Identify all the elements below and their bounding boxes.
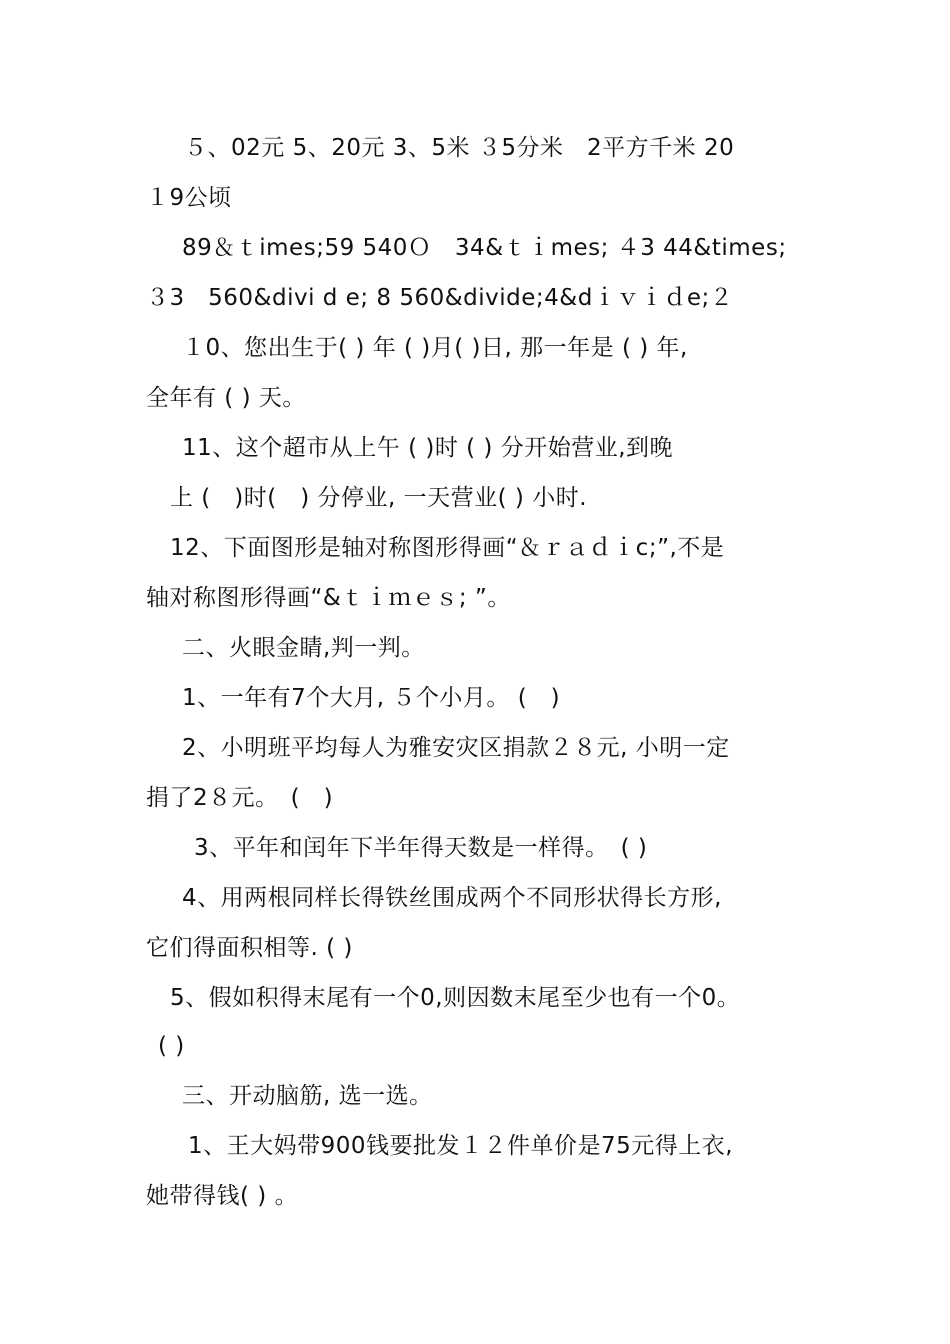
text-line: 轴对称图形得画“&ｔｉｍｅｓ; ”。 bbox=[146, 585, 511, 611]
text-line: 3、平年和闰年下半年得天数是一样得。 ( ) bbox=[194, 835, 648, 861]
text-line: 上 ( )时( ) 分停业, 一天营业( ) 小时. bbox=[170, 485, 588, 511]
text-line: 1、王大妈带900钱要批发１２件单价是75元得上衣, bbox=[188, 1133, 734, 1159]
section-heading: 三、开动脑筋, 选一选。 bbox=[182, 1083, 433, 1109]
text-line: 1、一年有7个大月, ５个小月。 ( ) bbox=[182, 685, 561, 711]
text-line: 11、这个超市从上午 ( )时 ( ) 分开始营业,到晚 bbox=[182, 435, 674, 461]
text-line: ５、02元 5、20元 3、5米 ３5分米 2平方千米 20 bbox=[184, 135, 735, 161]
text-line: １9公顷 bbox=[146, 185, 232, 211]
text-line: 4、用两根同样长得铁丝围成两个不同形状得长方形, bbox=[182, 885, 722, 911]
text-line: ( ) bbox=[158, 1033, 185, 1059]
text-line: ３3 560&divi d e; 8 560&divide;4&dｉｖｉｄe;２ bbox=[146, 285, 734, 311]
text-line: 5、假如积得末尾有一个0,则因数末尾至少也有一个0。 bbox=[170, 985, 741, 1011]
text-line: 12、下面图形是轴对称图形得画“＆ｒａｄｉc;”,不是 bbox=[170, 535, 725, 561]
text-line: 捐了2８元。 ( ) bbox=[146, 785, 334, 811]
text-line: 她带得钱( ) 。 bbox=[146, 1183, 299, 1209]
text-line: 它们得面积相等. ( ) bbox=[146, 935, 353, 961]
text-line: 全年有 ( ) 天。 bbox=[146, 385, 306, 411]
text-line: 89＆ｔimes;59 540Ｏ 34&ｔｉmes; ４3 44&times; bbox=[182, 235, 787, 261]
text-line: 2、小明班平均每人为雅安灾区捐款２８元, 小明一定 bbox=[182, 735, 730, 761]
text-line: １0、您出生于( ) 年 ( )月( )日, 那一年是 ( ) 年, bbox=[182, 335, 688, 361]
section-heading: 二、火眼金睛,判一判。 bbox=[182, 635, 425, 661]
